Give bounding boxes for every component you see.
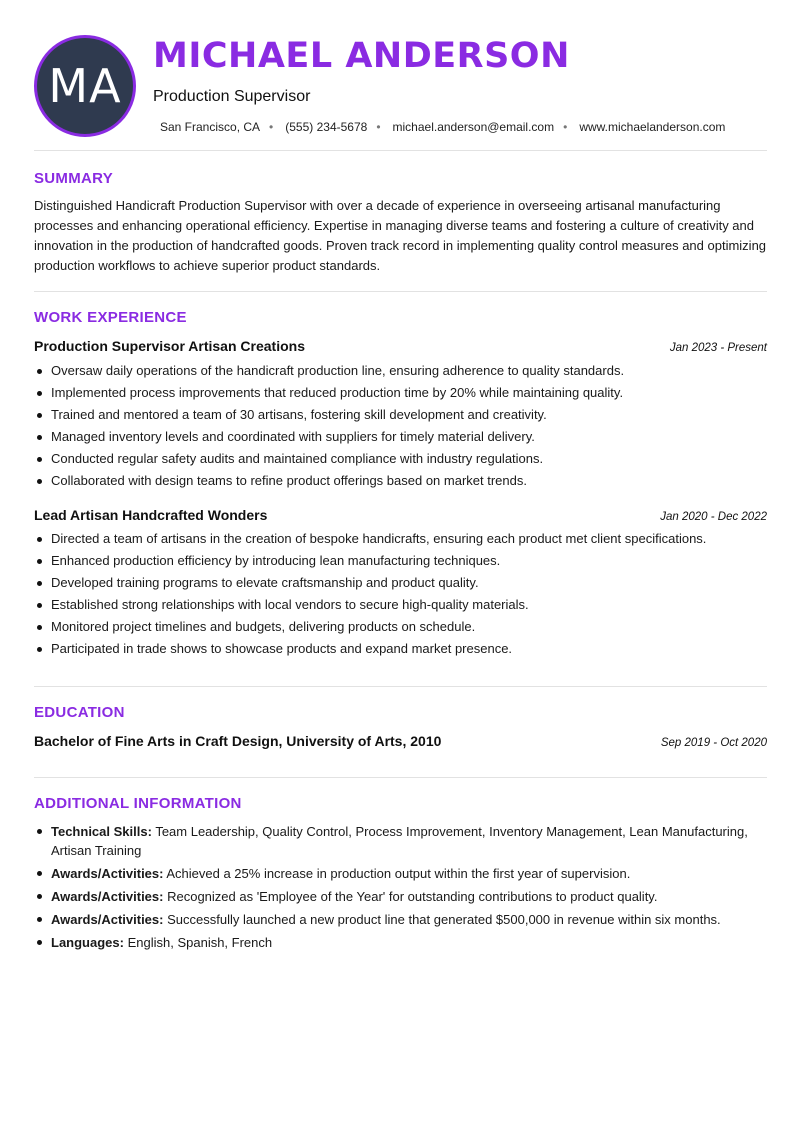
summary-heading: SUMMARY (34, 170, 114, 187)
list-item: Conducted regular safety audits and maintained compliance with industry regulations. (34, 448, 767, 470)
divider (34, 291, 767, 292)
info-label: Awards/Activities: (51, 889, 164, 904)
contact-website[interactable]: www.michaelanderson.com (579, 120, 726, 134)
candidate-name: MICHAEL ANDERSON (153, 36, 570, 76)
candidate-title: Production Supervisor (153, 88, 311, 105)
avatar-initials: MA (48, 59, 122, 113)
list-item: Collaborated with design teams to refine product offerings based on market trends. (34, 470, 767, 492)
info-label: Awards/Activities: (51, 866, 164, 881)
info-text: Achieved a 25% increase in production output within the first year of supervision. (166, 866, 631, 881)
education-dates: Sep 2019 - Oct 2020 (660, 737, 767, 749)
list-item: Implemented process improvements that reduced production time by 20% while maintaining quality. (34, 382, 767, 404)
contact-location: San Francisco, CA (160, 120, 261, 134)
list-item: Managed inventory levels and coordinated with suppliers for timely material delivery. (34, 426, 767, 448)
additional-heading: ADDITIONAL INFORMATION (34, 795, 242, 812)
list-item: Monitored project timelines and budgets, delivering products on schedule. (34, 616, 767, 638)
contact-email[interactable]: michael.anderson@email.com (392, 120, 555, 134)
list-item (34, 822, 767, 860)
info-text: Recognized as 'Employee of the Year' for outstanding contributions to product quality. (167, 889, 658, 904)
job-dates: Jan 2023 - Present (669, 342, 767, 354)
divider (34, 777, 767, 778)
info-label: Languages: (51, 935, 124, 950)
list-item: Directed a team of artisans in the creation of bespoke handicrafts, ensuring each product met client specifications. (34, 528, 767, 550)
additional-list (34, 822, 767, 956)
job-role: Lead Artisan Handcrafted Wonders (34, 507, 268, 523)
divider (34, 150, 767, 151)
avatar (34, 35, 136, 137)
education-degree: Bachelor of Fine Arts in Craft Design, University of Arts, 2010 (34, 733, 442, 749)
job-header (34, 338, 767, 354)
info-text: English, Spanish, French (127, 935, 273, 950)
info-label: Technical Skills: (51, 824, 152, 839)
list-item: Trained and mentored a team of 30 artisans, fostering skill development and creativity. (34, 404, 767, 426)
education-entry (34, 733, 767, 749)
list-item: Developed training programs to elevate craftsmanship and product quality. (34, 572, 767, 594)
job-dates: Jan 2020 - Dec 2022 (660, 511, 767, 523)
list-item: Participated in trade shows to showcase products and expand market presence. (34, 638, 767, 660)
list-item: Enhanced production efficiency by introducing lean manufacturing techniques. (34, 550, 767, 572)
info-text: Team Leadership, Quality Control, Process Improvement, Inventory Management, Lean Manufacturing, Artisan Training (51, 824, 748, 858)
job-bullets (34, 528, 767, 660)
job-bullets (34, 360, 767, 492)
list-item (34, 887, 767, 906)
info-label: Awards/Activities: (51, 912, 164, 927)
contact-separator: • (563, 120, 568, 134)
list-item: Established strong relationships with local vendors to secure high-quality materials. (34, 594, 767, 616)
job-header (34, 507, 767, 523)
job-role: Production Supervisor Artisan Creations (34, 338, 305, 354)
contact-separator: • (376, 120, 381, 134)
list-item (34, 910, 767, 929)
summary-text: Distinguished Handicraft Production Supervisor with over a decade of experience in overseeing artisanal manufacturing processes and enhancing operational efficiency. Expertise in managing diverse teams and fostering a culture of creativity and innovation in the production of handcrafted goods. Proven track record in implementing quality control measures and optimizing production workflows to achieve superior product standards. (34, 198, 767, 273)
list-item: Oversaw daily operations of the handicraft production line, ensuring adherence to quality standards. (34, 360, 767, 382)
list-item (34, 933, 767, 952)
list-item (34, 864, 767, 883)
contact-separator: • (269, 120, 274, 134)
contact-bar (160, 120, 725, 134)
divider (34, 686, 767, 687)
education-heading: EDUCATION (34, 704, 125, 721)
info-text: Successfully launched a new product line that generated $500,000 in revenue within six months. (167, 912, 721, 927)
experience-heading: WORK EXPERIENCE (34, 309, 187, 326)
contact-phone: (555) 234-5678 (285, 120, 368, 134)
